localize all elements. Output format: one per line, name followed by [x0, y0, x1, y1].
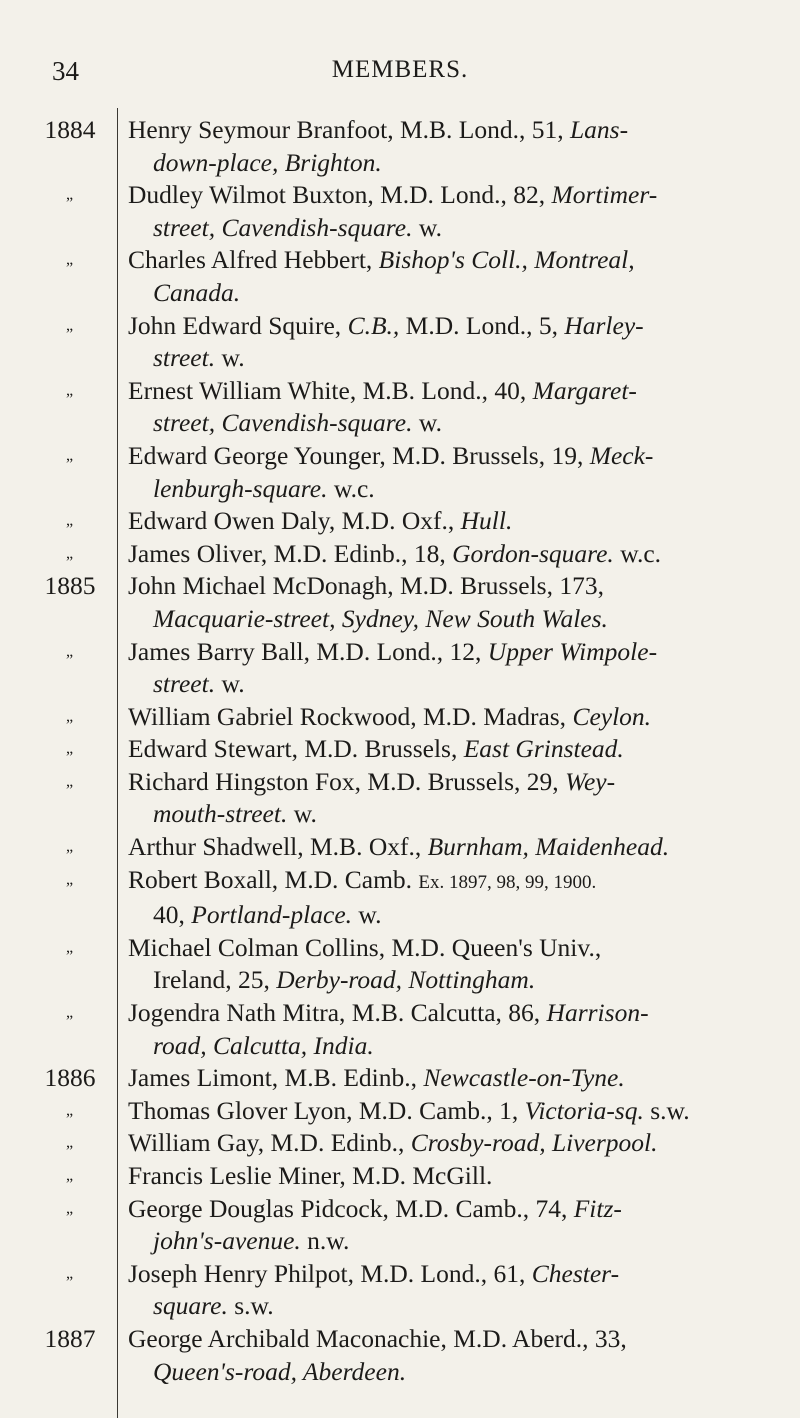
entry-line: William Gay, M.D. Edinb., Crosby-road, Liverpool.	[128, 1128, 658, 1158]
member-entry	[0, 1095, 800, 1128]
entry-line: Richard Hingston Fox, M.D. Brussels, 29, Wey-	[128, 766, 616, 796]
member-entry	[0, 636, 800, 701]
ditto-mark: „	[65, 251, 75, 269]
member-entry	[0, 766, 800, 831]
member-entry	[0, 375, 800, 440]
member-entry	[0, 831, 800, 864]
ditto-mark: „	[65, 316, 75, 334]
entry-line: Henry Seymour Branfoot, M.B. Lond., 51, Lans-	[128, 115, 629, 144]
entry-line: George Archibald Maconachie, M.D. Aberd., 33,	[128, 1323, 627, 1353]
entry-line: Charles Alfred Hebbert, Bishop's Coll., Montreal,	[128, 245, 635, 275]
entry-line: Francis Leslie Miner, M.D. McGill.	[128, 1161, 493, 1190]
entry-line: Robert Boxall, M.D. Camb. Ex. 1897, 98, 99, 1900.	[128, 864, 597, 894]
entry-continuation-line: 40, Portland-place. w.	[153, 900, 382, 930]
election-year: 1884	[44, 115, 96, 144]
ditto-mark: „	[65, 1167, 75, 1184]
entry-line: James Oliver, M.D. Edinb., 18, Gordon-square. w.c.	[128, 538, 662, 568]
entry-continuation-line: down-place, Brighton.	[153, 147, 382, 177]
entry-line: Michael Colman Collins, M.D. Queen's Univ.,	[128, 932, 602, 962]
entry-line: Edward George Younger, M.D. Brussels, 19, Meck-	[128, 440, 654, 470]
member-entry	[0, 1193, 800, 1258]
ditto-mark: „	[65, 544, 75, 562]
entry-line: John Michael McDonagh, M.D. Brussels, 173,	[128, 571, 604, 601]
entry-line: Edward Stewart, M.D. Brussels, East Grinstead.	[128, 734, 624, 764]
entry-continuation-line: Queen's-road, Aberdeen.	[153, 1356, 407, 1386]
ditto-mark: „	[65, 870, 75, 888]
member-entry	[0, 997, 800, 1062]
entry-line: John Edward Squire, C.B., M.D. Lond., 5, Harley-	[128, 310, 644, 340]
page-number: 34	[52, 56, 79, 86]
member-entry	[0, 932, 800, 997]
entry-continuation-line: square. s.w.	[153, 1291, 274, 1321]
entry-line: Dudley Wilmot Buxton, M.D. Lond., 82, Mortimer-	[128, 180, 658, 210]
entry-line: Edward Owen Daly, M.D. Oxf., Hull.	[128, 506, 513, 536]
ditto-mark: „	[65, 740, 75, 758]
election-year: 1887	[44, 1323, 96, 1353]
page-header	[0, 56, 800, 96]
ditto-mark: „	[65, 838, 75, 856]
entry-line: Arthur Shadwell, M.B. Oxf., Burnham, Maidenhead.	[128, 832, 670, 862]
member-entry	[0, 1127, 800, 1160]
member-entry	[0, 440, 800, 505]
election-year: 1885	[44, 571, 96, 601]
member-entry	[0, 864, 800, 932]
member-entry	[0, 310, 800, 375]
running-title: MEMBERS.	[331, 56, 469, 83]
entry-continuation-line: Ireland, 25, Derby-road, Nottingham.	[153, 965, 536, 995]
entry-continuation-line: Canada.	[153, 277, 241, 307]
member-entry	[0, 505, 800, 538]
member-entry	[0, 1062, 800, 1095]
ditto-mark: „	[65, 642, 75, 660]
entry-line: Ernest William White, M.B. Lond., 40, Margaret-	[128, 375, 637, 405]
entry-continuation-line: Macquarie-street, Sydney, New South Wales.	[153, 603, 608, 633]
entry-continuation-line: road, Calcutta, India.	[153, 1030, 374, 1060]
member-entry	[0, 701, 800, 734]
member-entry	[0, 1323, 800, 1388]
entry-line: James Barry Ball, M.D. Lond., 12, Upper Wimpole-	[128, 636, 658, 666]
ditto-mark: „	[65, 707, 75, 725]
election-year: 1886	[44, 1063, 96, 1093]
member-entry	[0, 733, 800, 766]
ditto-mark: „	[65, 1199, 75, 1217]
ditto-mark: „	[65, 186, 75, 204]
ditto-mark: „	[65, 938, 75, 956]
entry-line: William Gabriel Rockwood, M.D. Madras, Ceylon.	[128, 701, 652, 731]
member-entry	[0, 114, 800, 179]
ditto-mark: „	[65, 1101, 75, 1119]
entry-continuation-line: lenburgh-square. w.c.	[153, 473, 375, 503]
entry-continuation-line: street, Cavendish-square. w.	[153, 408, 442, 438]
entry-line: Thomas Glover Lyon, M.D. Camb., 1, Victoria-sq. s.w.	[128, 1095, 690, 1125]
ditto-mark: „	[65, 381, 75, 399]
ditto-mark: „	[65, 446, 75, 464]
member-entry	[0, 570, 800, 635]
entry-continuation-line: john's-avenue. n.w.	[153, 1226, 350, 1256]
member-entry	[0, 1160, 800, 1193]
entry-continuation-line: mouth-street. w.	[153, 799, 317, 829]
entry-line: Jogendra Nath Mitra, M.B. Calcutta, 86, Harrison-	[128, 998, 649, 1028]
entry-continuation-line: street. w.	[153, 343, 245, 373]
ditto-mark: „	[65, 1264, 75, 1282]
entry-continuation-line: street. w.	[153, 669, 245, 699]
ditto-mark: „	[65, 772, 75, 790]
entry-line: George Douglas Pidcock, M.D. Camb., 74, Fitz-	[128, 1193, 622, 1223]
member-entry	[0, 1258, 800, 1323]
entry-continuation-line: street, Cavendish-square. w.	[153, 212, 442, 242]
member-list	[0, 114, 800, 1388]
member-entry	[0, 179, 800, 244]
entry-line: Joseph Henry Philpot, M.D. Lond., 61, Chester-	[128, 1258, 620, 1288]
member-entry	[0, 538, 800, 571]
entry-line: James Limont, M.B. Edinb., Newcastle-on-Tyne.	[128, 1063, 625, 1093]
ditto-mark: „	[65, 512, 75, 530]
member-entry	[0, 244, 800, 309]
ditto-mark: „	[65, 1134, 75, 1152]
ditto-mark: „	[65, 1004, 75, 1022]
